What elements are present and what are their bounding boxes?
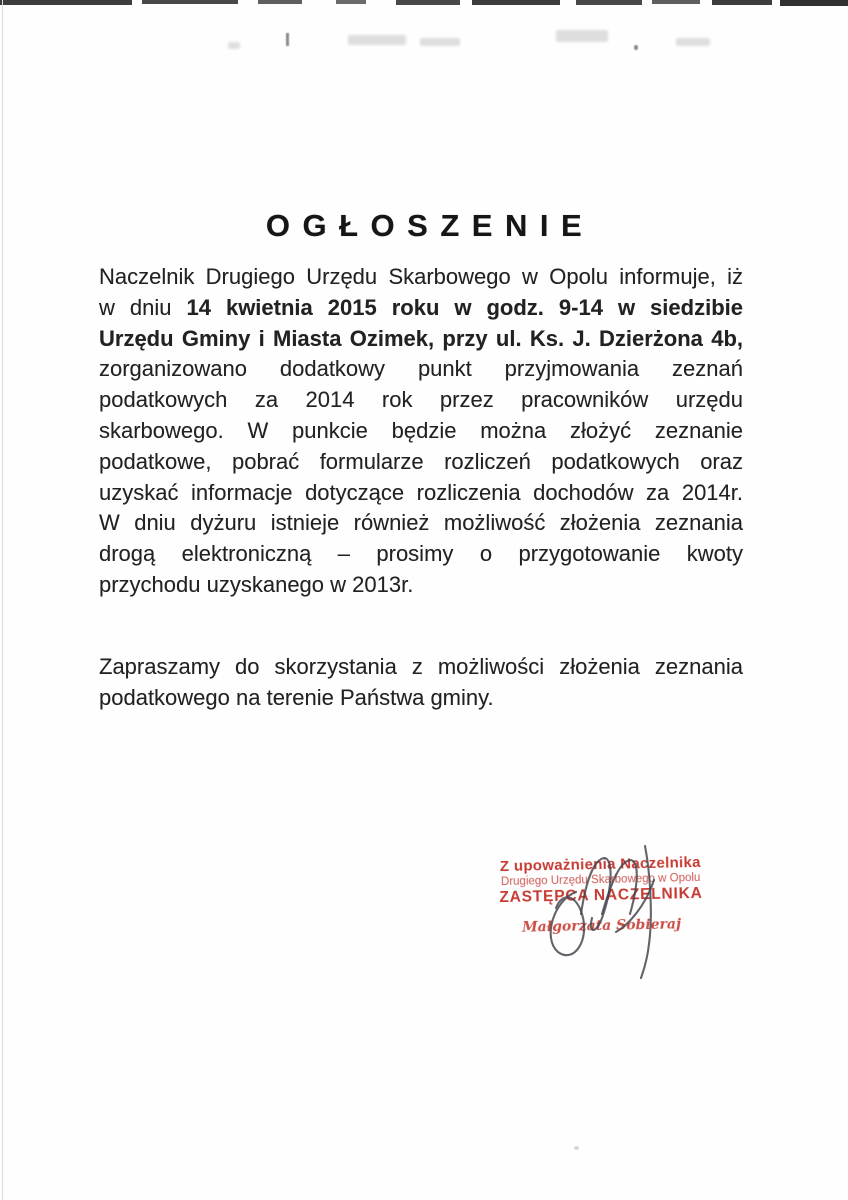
text-line [99, 416, 743, 447]
stamp-authorization-line: Z upoważnienia Naczelnika [499, 853, 701, 876]
text-line [99, 652, 743, 683]
text-line [99, 385, 743, 416]
announcement-paragraph-main [99, 262, 743, 601]
text-line [99, 478, 743, 509]
text-segment: zorganizowano dodatkowy punkt przyjmowania zeznań [99, 356, 743, 382]
scan-artifact-top-edge [0, 0, 848, 7]
text-segment: Zapraszamy do skorzystania z możliwości złożenia zeznania [99, 654, 743, 679]
text-segment: podatkowych za 2014 rok przez pracowników urzędu [99, 387, 743, 413]
scan-speck [574, 1146, 579, 1150]
scan-artifact-left-edge [2, 0, 3, 1200]
scan-smudge [556, 30, 608, 42]
text-line [99, 447, 743, 478]
stamp-office-line: Drugiego Urzędu Skarbowego w Opolu [500, 871, 701, 889]
text-line [99, 508, 743, 539]
text-line [99, 570, 743, 601]
text-line [99, 683, 743, 714]
scan-smudge [420, 38, 460, 46]
text-segment: podatkowego na terenie Państwa gminy. [99, 684, 494, 710]
bold-text-segment: Urzędu Gminy i Miasta Ozimek, przy ul. Ks. J. Dzierżona 4b, [99, 325, 743, 351]
scan-smudge [286, 33, 289, 46]
announcement-title: OGŁOSZENIE [265, 208, 595, 243]
official-stamp [496, 854, 706, 936]
text-line [99, 262, 743, 293]
text-line [99, 539, 743, 570]
bold-text-segment: 14 kwietnia 2015 roku w godz. 9-14 w siedzibie [186, 294, 743, 320]
text-line [99, 354, 743, 385]
text-line [99, 293, 743, 324]
stamp-signer-name: Małgorzata Sobieraj [522, 916, 682, 936]
text-segment: podatkowe, pobrać formularze rozliczeń podatkowych oraz [99, 448, 743, 474]
text-segment: Naczelnik Drugiego Urzędu Skarbowego w Opolu informuje, iż [99, 264, 743, 289]
text-segment: w dniu [99, 294, 187, 320]
text-segment: uzyskać informacje dotyczące rozliczenia dochodów za 2014r. [99, 479, 743, 505]
scan-smudge [634, 45, 638, 50]
text-segment: przychodu uzyskanego w 2013r. [99, 571, 414, 597]
text-line [99, 324, 743, 355]
stamp-role-line: ZASTĘPCA NACZELNIKA [499, 884, 703, 907]
announcement-paragraph-invitation [99, 652, 743, 714]
text-segment: skarbowego. W punkcie będzie można złożyć zeznanie [99, 417, 743, 443]
scan-smudge [348, 35, 406, 45]
scan-smudge [676, 38, 710, 46]
text-segment: W dniu dyżuru istnieje również możliwość złożenia zeznania [99, 510, 743, 536]
scan-smudge [228, 42, 240, 49]
text-segment: drogą elektroniczną – prosimy o przygotowanie kwoty [99, 541, 743, 567]
